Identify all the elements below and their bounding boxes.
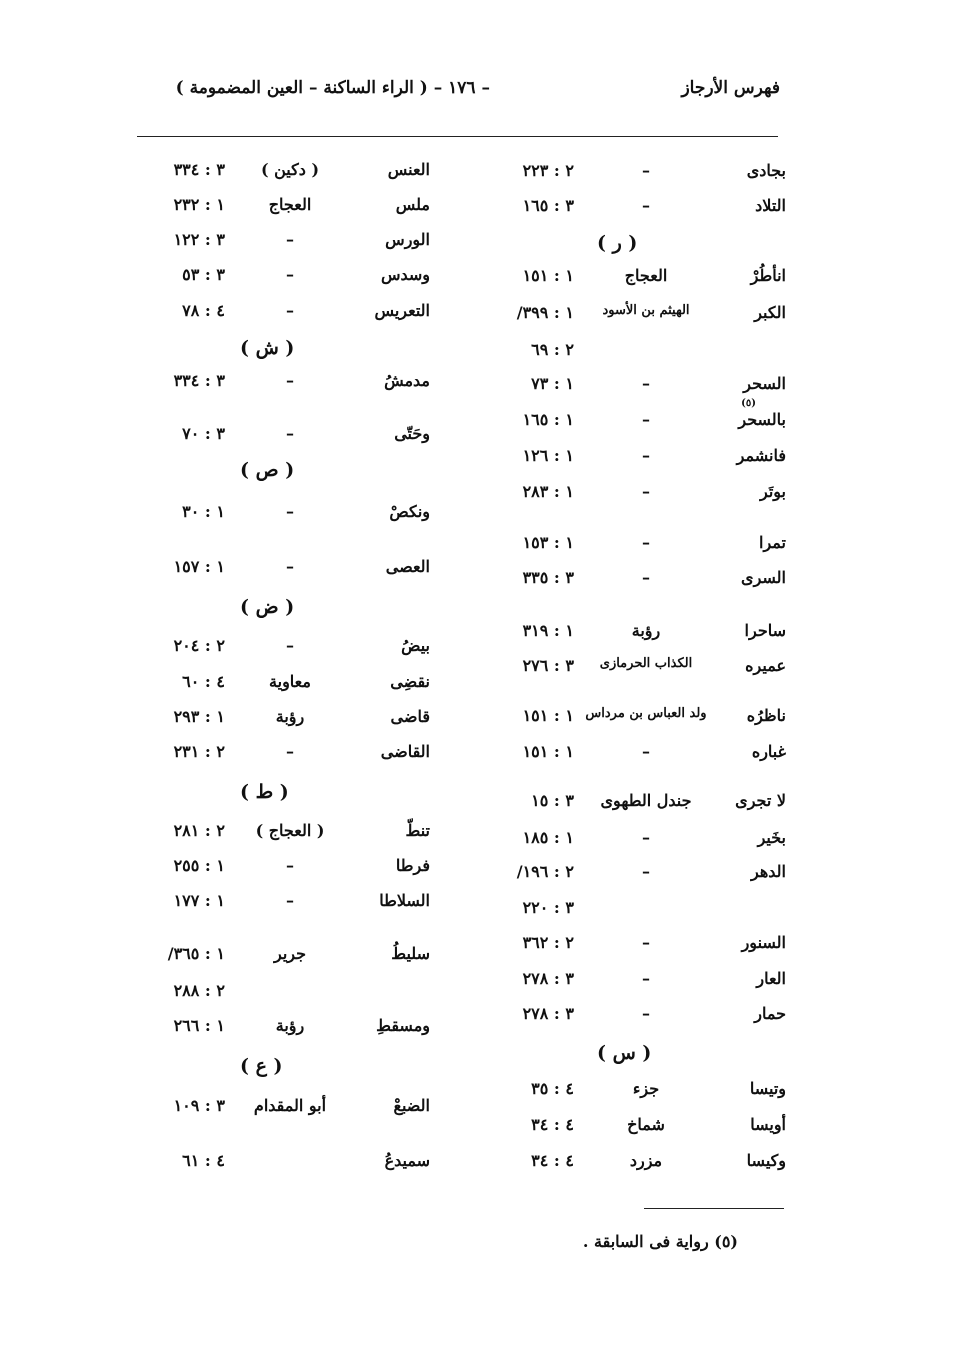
volume-page-reference: ٢ : ٣٦٢ <box>522 933 574 952</box>
volume-page-reference: ٣ : ٢٧٦ <box>522 656 574 675</box>
footnote: (٥) رواية فى السابقة . <box>582 1232 738 1251</box>
index-entry <box>135 856 430 886</box>
poet-name: – <box>286 424 294 443</box>
poet-name: جندل الطهوى <box>600 791 692 810</box>
index-entry <box>480 862 786 892</box>
rajaz-word: ومسقطِ <box>376 1016 430 1035</box>
letter-heading: ( ر ) <box>597 232 638 254</box>
volume-page-reference: ١ : ١٦٥ <box>522 410 574 429</box>
rajaz-word: ملس <box>395 195 430 214</box>
volume-page-reference: ٢ : ٢٢٣ <box>522 161 574 180</box>
poet-name: جرير <box>274 944 306 963</box>
rajaz-word: وتيسا <box>749 1079 786 1098</box>
volume-page-reference: ٤ : ٦٠ <box>182 672 225 691</box>
poet-name: – <box>642 196 650 215</box>
poet-name: – <box>642 742 650 761</box>
index-entry <box>135 230 430 260</box>
index-entry <box>135 891 430 921</box>
index-entry <box>135 707 430 737</box>
rajaz-word: ناظرُه <box>746 706 786 725</box>
rajaz-word: السلاطا <box>379 891 430 910</box>
poet-name: – <box>642 828 650 847</box>
rajaz-word: عميره <box>745 656 786 675</box>
footnote-rule <box>644 1208 784 1209</box>
index-entry <box>480 398 786 440</box>
index-entry <box>135 424 430 454</box>
poet-name: – <box>286 371 294 390</box>
rajaz-word: ونكصْ <box>389 502 430 521</box>
index-entry <box>480 969 786 999</box>
volume-page-reference: ١ : ٢٣٢ <box>173 195 225 214</box>
poet-name: – <box>642 969 650 988</box>
running-title: فهرس الأرجاز <box>681 78 780 98</box>
index-entry <box>135 1151 430 1181</box>
index-entry <box>135 821 430 851</box>
letter-heading: ( ط ) <box>240 781 289 803</box>
rajaz-word: العصى <box>385 557 430 576</box>
index-entry <box>480 303 786 333</box>
volume-page-reference: ١ : ٣٠ <box>182 502 225 521</box>
volume-page-reference: ٣ : ١٥ <box>531 791 574 810</box>
volume-page-reference: ٣ : ٢٧٨ <box>522 1004 574 1023</box>
poet-name: – <box>642 161 650 180</box>
volume-page-reference: ٤ : ٣٥ <box>531 1079 574 1098</box>
volume-page-reference: ٣ : ١٦٥ <box>522 196 574 215</box>
poet-name: – <box>642 410 650 429</box>
index-entry <box>135 1096 430 1126</box>
volume-page-reference: ٤ : ٧٨ <box>182 301 225 320</box>
poet-name: – <box>286 301 294 320</box>
rajaz-word: الورس <box>385 230 430 249</box>
page-number-line: – ١٧٦ – ( الراء الساكنة – العين المضمومة ) <box>175 78 490 98</box>
rajaz-word: بجادى <box>746 161 786 180</box>
letter-heading: ( س ) <box>597 1042 652 1064</box>
index-entry <box>480 568 786 598</box>
volume-page-reference: ١ : ٣٩٩/ <box>516 303 574 322</box>
rajaz-word: غباره <box>751 742 786 761</box>
volume-page-reference: ١ : ١٢٦ <box>522 446 574 465</box>
rajaz-word: السنور <box>741 933 786 952</box>
volume-page-reference: ١ : ١٥١ <box>522 706 574 725</box>
rajaz-word: نقضِى <box>390 672 430 691</box>
poet-name: العجاج <box>624 266 668 285</box>
volume-page-reference: ١ : ٣١٩ <box>522 621 574 640</box>
volume-page-reference: ٣ : ١٢٢ <box>173 230 225 249</box>
poet-name: مزرد <box>629 1151 663 1170</box>
rajaz-word: الكبر <box>754 303 786 322</box>
poet-name: – <box>286 856 294 875</box>
index-entry <box>135 944 430 974</box>
poet-name: رؤبة <box>275 1016 305 1035</box>
poet-name: الكذاب الحرمازى <box>599 656 693 671</box>
volume-page-reference: ٢ : ٢٣١ <box>173 742 225 761</box>
poet-name: رؤبة <box>275 707 305 726</box>
poet-name: – <box>642 568 650 587</box>
index-entry <box>135 1016 430 1046</box>
poet-name: شماخ <box>627 1115 665 1134</box>
volume-page-reference: ٣ : ٢٧٨ <box>522 969 574 988</box>
index-entry <box>480 656 786 686</box>
poet-name: أبو المقدام <box>253 1096 327 1115</box>
rajaz-word: بوتَر <box>760 482 786 501</box>
volume-page-reference: ١ : ٢٩٣ <box>173 707 225 726</box>
index-entry <box>135 742 430 772</box>
letter-heading: ( ض ) <box>240 596 295 618</box>
poet-name: – <box>286 230 294 249</box>
poet-name: – <box>286 265 294 284</box>
poet-name: – <box>286 891 294 910</box>
volume-page-reference: ٢ : ٢٠٤ <box>173 636 225 655</box>
rajaz-word: ساحرا <box>744 621 786 640</box>
rajaz-word: سليطُ <box>391 944 430 963</box>
poet-name: – <box>286 636 294 655</box>
rajaz-word: بالسحر <box>738 410 786 429</box>
volume-page-reference: ٢ : ١٩٦/ <box>516 862 574 881</box>
letter-heading: ( ع ) <box>240 1055 283 1077</box>
index-entry <box>480 374 786 404</box>
rajaz-word: فانشمر <box>736 446 786 465</box>
header-rule <box>137 136 778 137</box>
rajaz-word: انأطُرْ <box>750 266 786 285</box>
poet-name: ( دكين ) <box>260 160 320 179</box>
index-entry <box>480 742 786 772</box>
index-entry <box>135 160 430 190</box>
poet-name: جزء <box>632 1079 660 1098</box>
rajaz-word: التعريس <box>374 301 430 320</box>
volume-page-reference: ٣ : ٢٢٠ <box>522 898 574 917</box>
rajaz-word: لا تجرى <box>735 791 786 810</box>
poet-name: – <box>642 446 650 465</box>
volume-page-reference: ١ : ١٥٧ <box>173 557 225 576</box>
rajaz-word: حمار <box>754 1004 786 1023</box>
index-entry <box>480 791 786 821</box>
index-entry <box>480 196 786 226</box>
rajaz-word: وكيسا <box>746 1151 786 1170</box>
index-entry <box>135 557 430 587</box>
volume-page-reference: ٤ : ٣٤ <box>531 1115 574 1134</box>
rajaz-word: العار <box>756 969 786 988</box>
index-entry <box>480 1079 786 1109</box>
volume-page-reference: ١ : ٣٦٥/ <box>167 944 225 963</box>
index-entry <box>135 981 430 1011</box>
poet-name: معاوية <box>269 672 311 691</box>
volume-page-reference: ٣ : ٣٣٤ <box>173 160 225 179</box>
index-entry <box>480 898 786 928</box>
rajaz-word: السحر <box>743 374 786 393</box>
index-entry <box>135 195 430 225</box>
page-header <box>130 78 780 112</box>
index-entry <box>135 672 430 702</box>
footnote-marker: (٥) <box>741 398 756 409</box>
volume-page-reference: ١ : ١٥٣ <box>522 533 574 552</box>
index-entry <box>480 1151 786 1181</box>
rajaz-word: القاضى <box>380 742 430 761</box>
volume-page-reference: ١ : ٢٦٦ <box>173 1016 225 1035</box>
rajaz-word: قاضى <box>390 707 430 726</box>
volume-page-reference: ١ : ٢٨٣ <box>522 482 574 501</box>
index-entry <box>480 340 786 370</box>
rajaz-word: الضبعْ <box>393 1096 430 1115</box>
index-entry <box>135 265 430 295</box>
rajaz-word: فرطا <box>395 856 430 875</box>
volume-page-reference: ٤ : ٣٤ <box>531 1151 574 1170</box>
poet-name: – <box>642 482 650 501</box>
index-entry <box>480 933 786 963</box>
poet-name: العجاج <box>268 195 312 214</box>
volume-page-reference: ١ : ٢٥٥ <box>173 856 225 875</box>
poet-name: – <box>286 557 294 576</box>
volume-page-reference: ٣ : ٥٣ <box>182 265 225 284</box>
volume-page-reference: ٢ : ٢٨٨ <box>173 981 225 1000</box>
poet-name: – <box>286 742 294 761</box>
rajaz-word: وحَتّى <box>394 424 430 443</box>
index-entry <box>480 1004 786 1034</box>
rajaz-word: تنطّ <box>405 821 430 840</box>
poet-name: ولد العباس بن مرداس <box>585 706 707 721</box>
rajaz-word: بخَير <box>757 828 786 847</box>
index-entry <box>480 533 786 563</box>
index-entry <box>480 161 786 191</box>
index-entry <box>480 1115 786 1145</box>
rajaz-word: الدهر <box>751 862 786 881</box>
poet-name: – <box>642 533 650 552</box>
volume-page-reference: ٣ : ٧٠ <box>182 424 225 443</box>
volume-page-reference: ١ : ١٥١ <box>522 266 574 285</box>
rajaz-word: سميدعُ <box>384 1151 430 1170</box>
rajaz-word: أويسا <box>750 1115 786 1134</box>
volume-page-reference: ٣ : ٣٣٤ <box>173 371 225 390</box>
letter-heading: ( ش ) <box>240 337 295 359</box>
index-entry <box>135 301 430 331</box>
volume-page-reference: ٤ : ٦١ <box>182 1151 225 1170</box>
rajaz-word: السرى <box>741 568 786 587</box>
index-entry <box>480 621 786 651</box>
poet-name: رؤبة <box>631 621 661 640</box>
volume-page-reference: ١ : ٧٣ <box>531 374 574 393</box>
index-entry <box>135 371 430 401</box>
rajaz-word: التلاد <box>755 196 786 215</box>
letter-heading: ( ص ) <box>240 459 295 481</box>
index-entry <box>480 482 786 512</box>
volume-page-reference: ٢ : ٢٨١ <box>173 821 225 840</box>
index-entry <box>135 636 430 666</box>
rajaz-word: بيضُ <box>401 636 430 655</box>
index-entry <box>480 706 786 736</box>
poet-name: – <box>642 1004 650 1023</box>
rajaz-word: العنس <box>387 160 430 179</box>
poet-name: – <box>642 933 650 952</box>
volume-page-reference: ٢ : ٦٩ <box>531 340 574 359</box>
poet-name: – <box>286 502 294 521</box>
index-entry <box>480 446 786 476</box>
volume-page-reference: ٣ : ١٠٩ <box>173 1096 225 1115</box>
index-entry <box>135 502 430 532</box>
index-entry <box>480 266 786 296</box>
poet-name: – <box>642 862 650 881</box>
poet-name: ( العجاج ) <box>255 821 325 840</box>
index-entry <box>480 828 786 858</box>
rajaz-word: مدمشُ <box>384 371 430 390</box>
poet-name: الهيثم بن الأسود <box>602 303 690 318</box>
volume-page-reference: ١ : ١٧٧ <box>173 891 225 910</box>
volume-page-reference: ١ : ١٥١ <box>522 742 574 761</box>
volume-page-reference: ١ : ١٨٥ <box>522 828 574 847</box>
rajaz-word: تمرا <box>759 533 786 552</box>
rajaz-word: وسدس <box>380 265 430 284</box>
poet-name: – <box>642 374 650 393</box>
volume-page-reference: ٣ : ٣٣٥ <box>522 568 574 587</box>
